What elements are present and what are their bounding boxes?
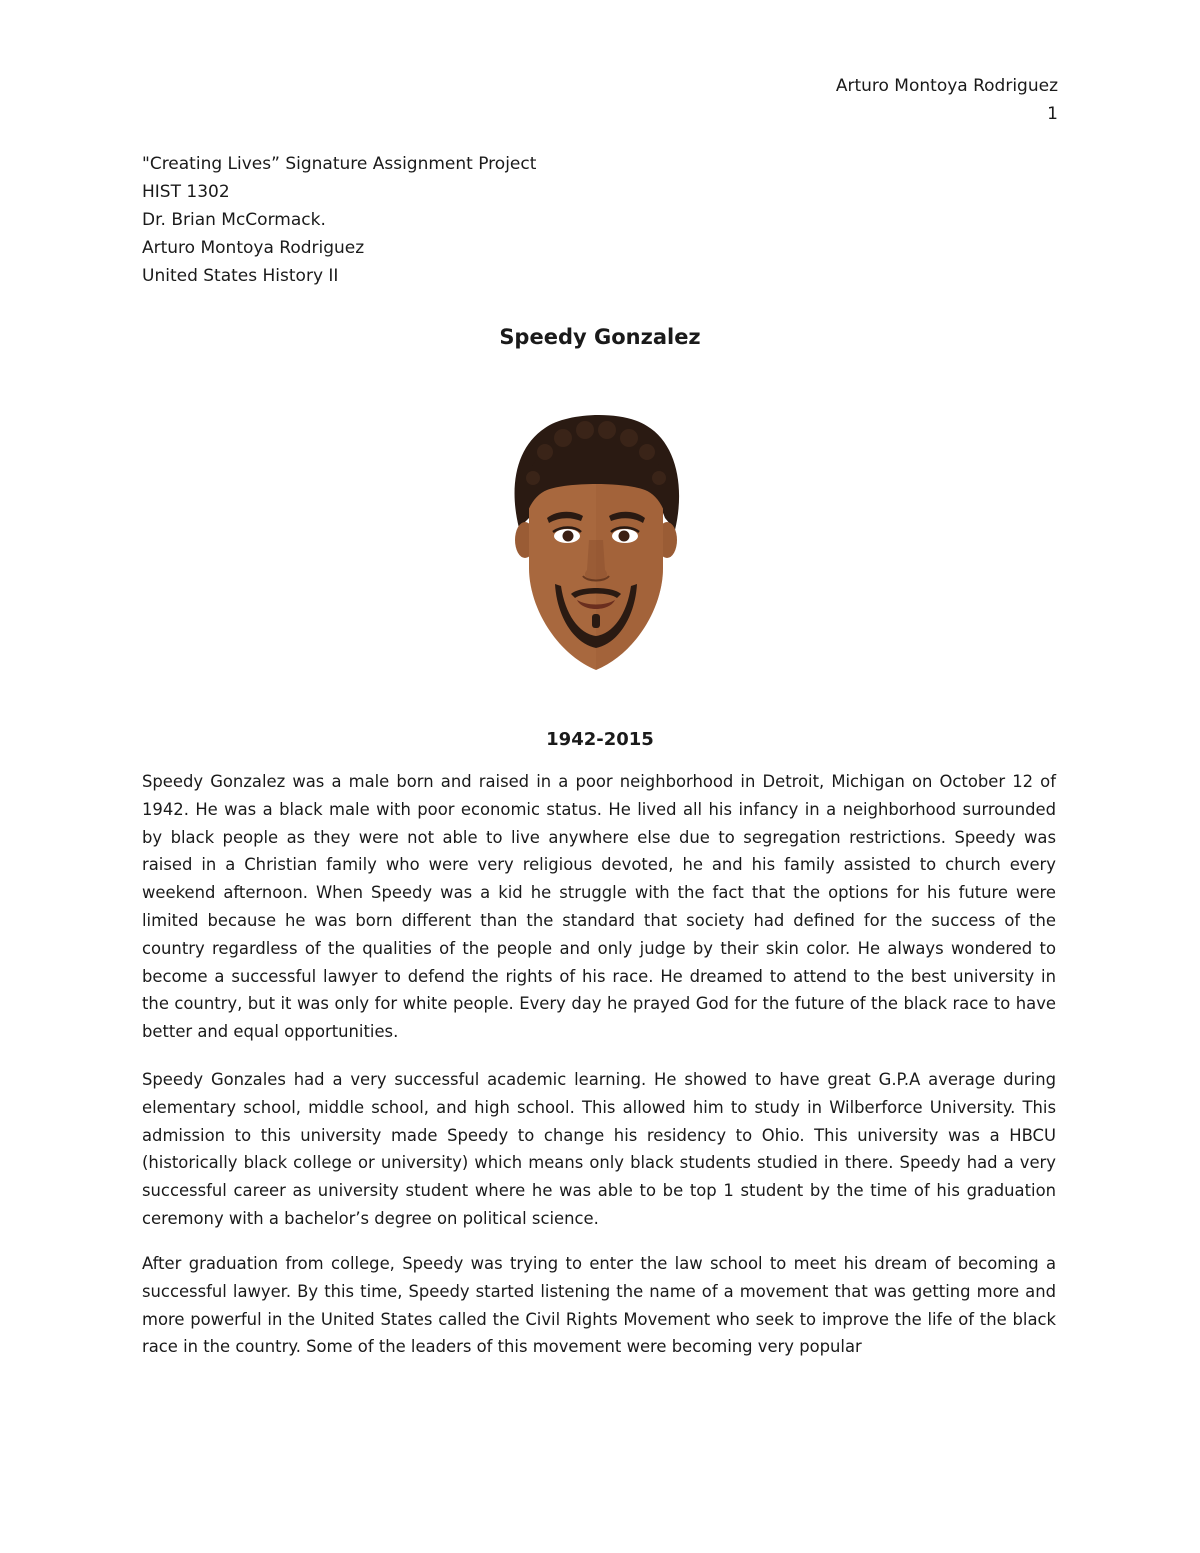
course-name: United States History II [142, 266, 339, 286]
assignment-info [142, 150, 536, 290]
page-number: 1 [1047, 104, 1058, 124]
course-code: HIST 1302 [142, 182, 230, 202]
paragraph-text: Speedy Gonzalez was a male born and raised in a poor neighborhood in Detroit, Michigan on October 12 of 1942. He was a black male with poor economic status. He lived all his infancy in a neighborhood surrounded by black people as they were not able to live anywhere else due to segregation restrictions. Speedy was raised in a Christian family who were very religious devoted, he and his family assisted to church every weekend afternoon. When Speedy was a kid he struggle with the fact that the options for his future were limited because he was born different than the standard that society had defined for the success of the country regardless of the qualities of the people and only judge by their skin color. He always wondered to become a successful lawyer to defend the rights of his race. He dreamed to attend to the best university in the country, but it was only for white people. Every day he prayed God for the future of the black race to have better and equal opportunities. [142, 772, 1056, 1042]
paragraph-text: After graduation from college, Speedy was trying to enter the law school to meet his dream of becoming a successful lawyer. By this time, Speedy started listening the name of a movement that was getting more and more powerful in the United States called the Civil Rights Movement who seek to improve the life of the black race in the country. Some of the leaders of this movement were becoming very popular [142, 1254, 1056, 1357]
cartoon-man-portrait-icon [505, 408, 687, 674]
instructor-name: Dr. Brian McCormack. [142, 210, 326, 230]
body-paragraph-3 [142, 1250, 1056, 1361]
paragraph-text: Speedy Gonzales had a very successful academic learning. He showed to have great G.P.A average during elementary school, middle school, and high school. This allowed him to study in Wilberforce University. This admission to this university made Speedy to change his residency to Ohio. This university was a HBCU (historically black college or university) which means only black students studied in there. Speedy had a very successful career as university student where he was able to be top 1 student by the time of his graduation ceremony with a bachelor’s degree on political science. [142, 1070, 1056, 1228]
body-paragraph-2 [142, 1066, 1056, 1233]
header-author: Arturo Montoya Rodriguez [835, 76, 1058, 96]
assignment-title: "Creating Lives” Signature Assignment Project [142, 154, 537, 174]
page-header [836, 72, 1058, 128]
body-paragraph-1 [142, 768, 1056, 1046]
document-title: Speedy Gonzalez [499, 325, 701, 349]
student-name: Arturo Montoya Rodriguez [142, 238, 365, 258]
life-dates: 1942-2015 [546, 729, 654, 750]
